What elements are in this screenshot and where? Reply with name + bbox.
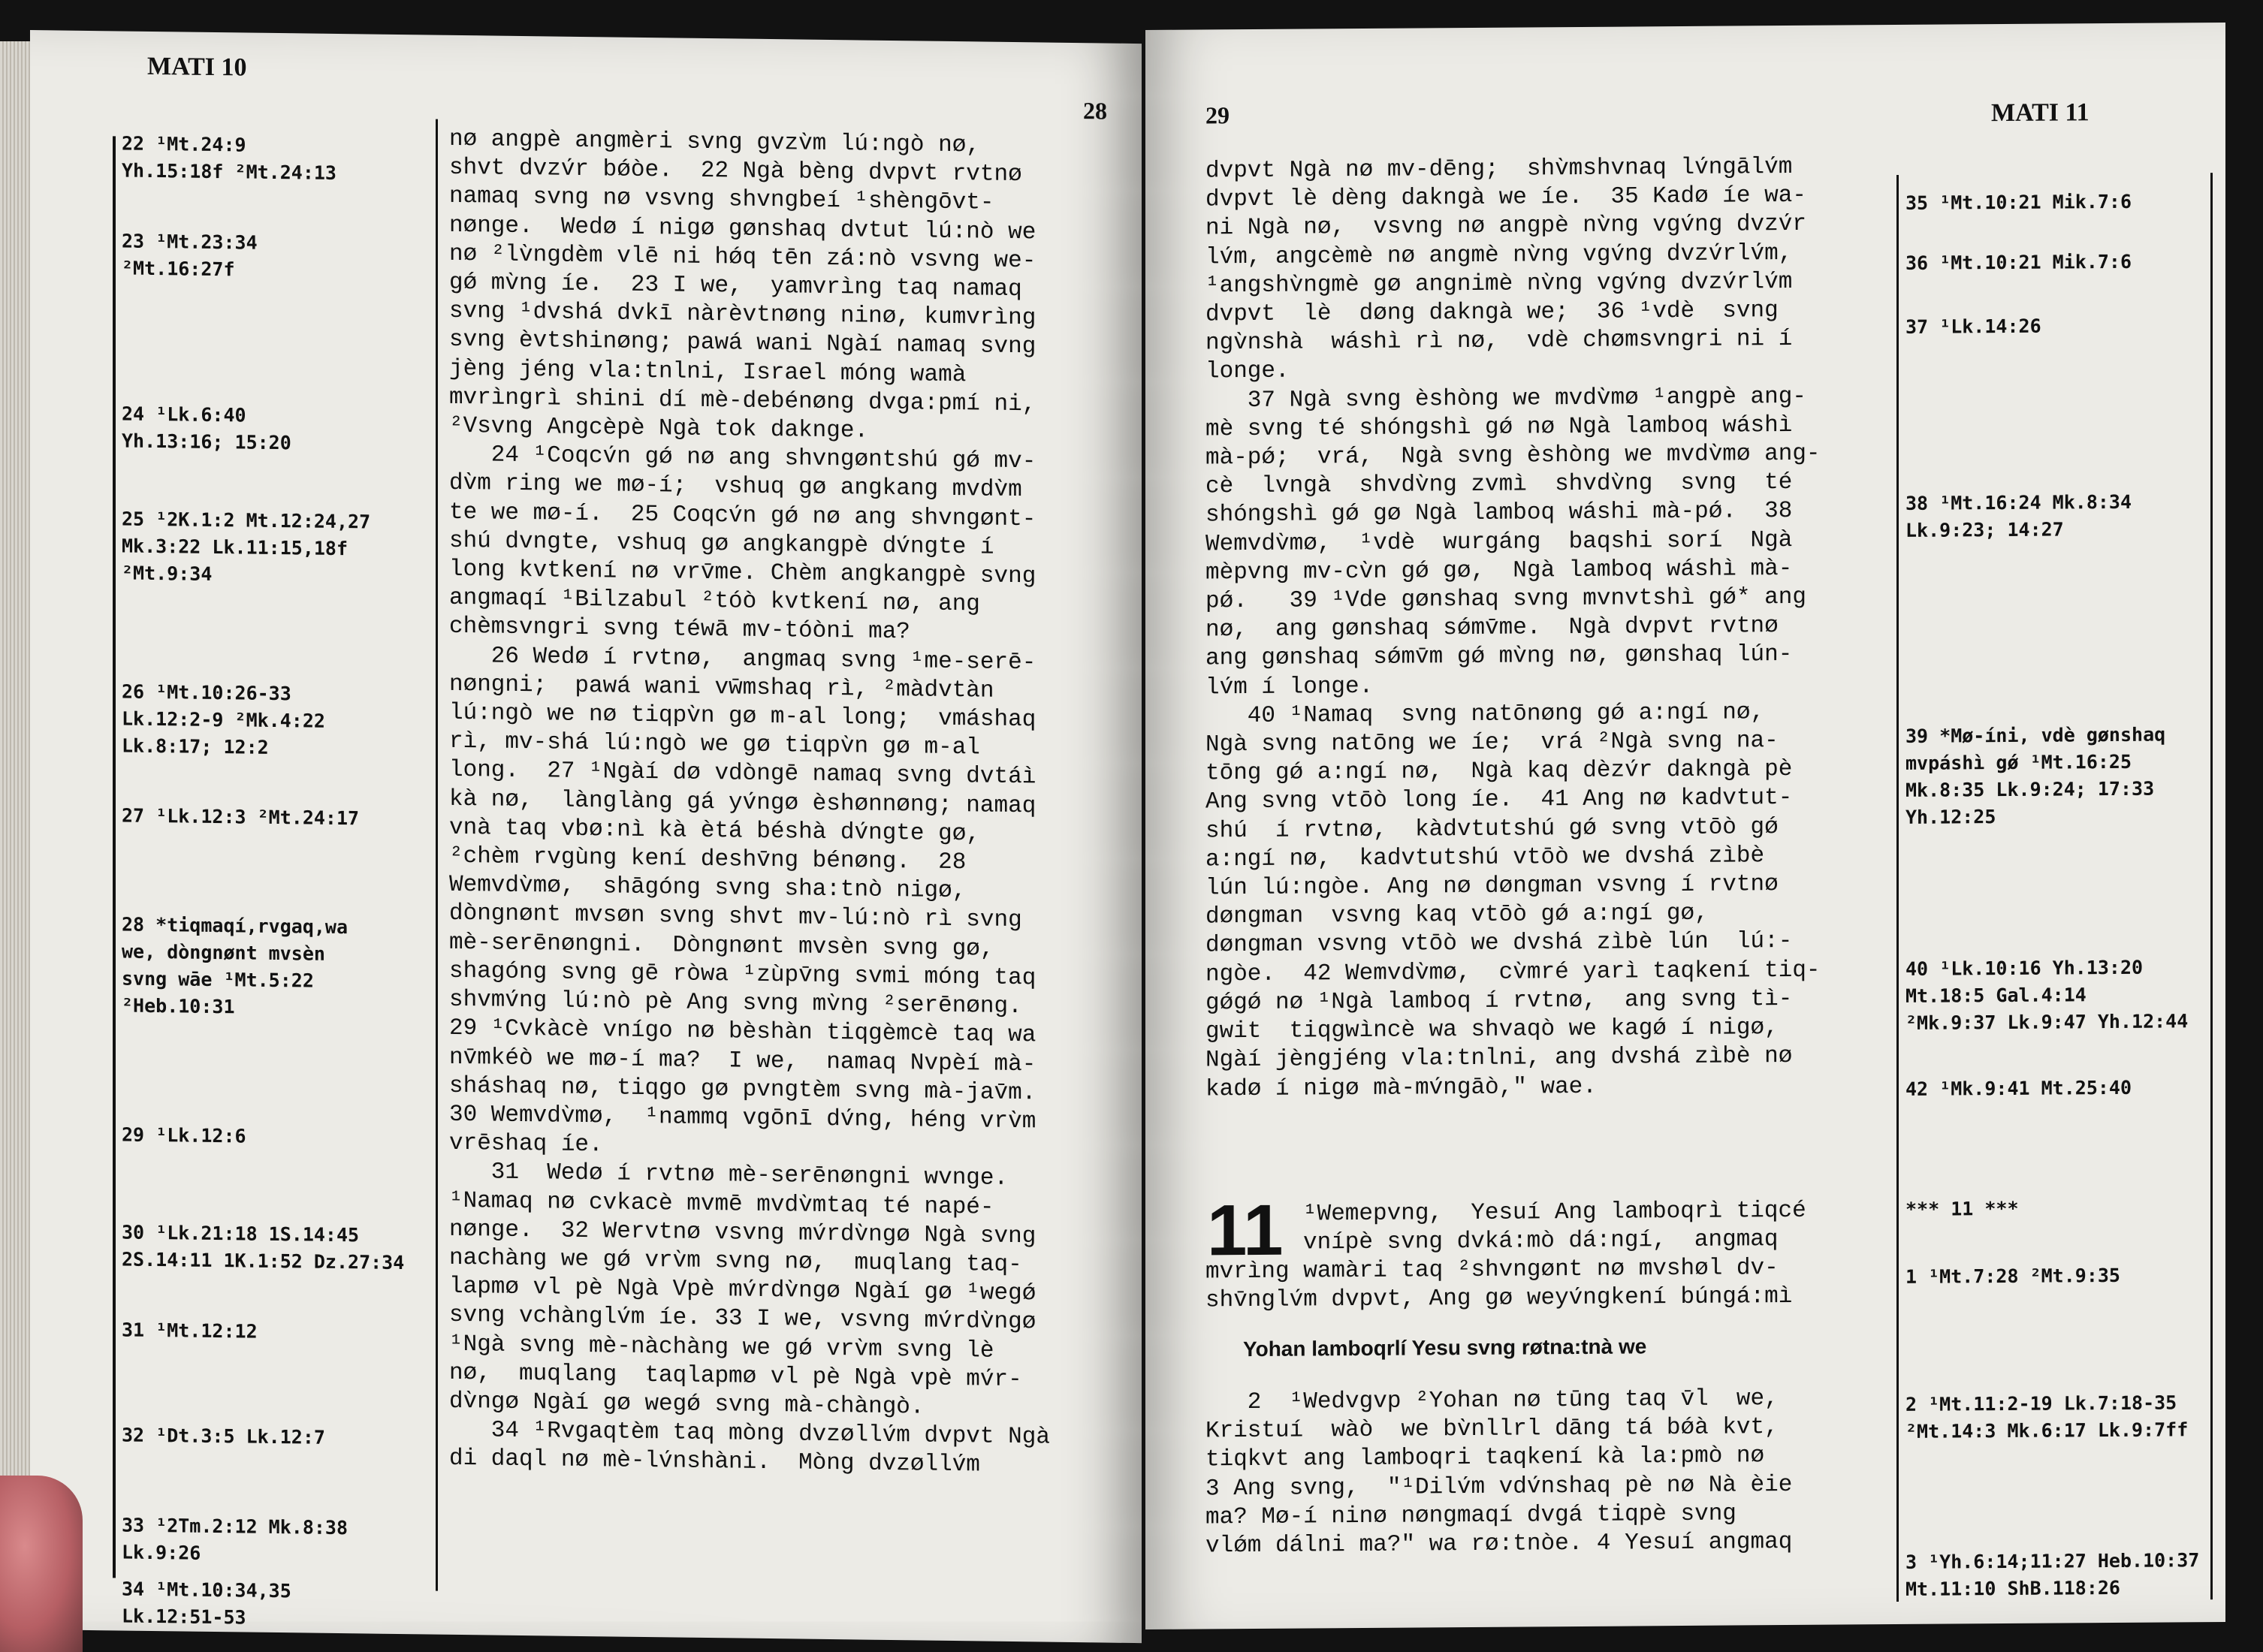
- text-line: 2 ¹Wedvgvp ²Yohan nø tūng taq v̄l we,: [1205, 1385, 1779, 1416]
- text-line: nønge. 32 Wervtnø vsvng mv́rdv̀ngø Ngà svng: [449, 1216, 1036, 1250]
- text-line: shú í rvtnø, kàdvtutshú gǿ svng vtōò gǿ: [1205, 813, 1779, 845]
- text-line: svng vchànglv́m íe. 33 I we, vsvng mv́rdv̀ngø: [449, 1302, 1036, 1336]
- text-line: Kristuí wàò we bv̀nllrl dāng tá bǿà kvt,: [1205, 1414, 1779, 1445]
- cross-reference-note: 34 ¹Mt.10:34,35 Lk.12:51-53: [122, 1578, 291, 1629]
- text-line: te we mø-í. 25 Coqcv́n gǿ nø ang shvngønt-: [449, 499, 1036, 533]
- cross-reference-note: 38 ¹Mt.16:24 Mk.8:34 Lk.9:23; 14:27: [1905, 490, 2132, 541]
- chapter-continuation-lines: [1205, 1254, 1792, 1316]
- cross-reference-note: 3 ¹Yh.6:14;11:27 Heb.10:37 Mt.11:10 ShB.118:26: [1905, 1549, 2200, 1600]
- column-divider: [1896, 175, 1899, 1602]
- text-line: lú:ngò we nø tiqpv̀n gø m-al long; vmáshaq: [449, 699, 1036, 734]
- text-line: pǿ. 39 ¹Vde gønshaq svng mvnvtshì gǿ* ang: [1205, 583, 1806, 615]
- text-line: shvmv́ng lú:nò pè Ang svng mv̀ng ²serēnøng.: [449, 986, 1022, 1020]
- running-head-right: MATI 11: [1991, 98, 2090, 128]
- text-line: nønge. Wedø í nigø gønshaq dvtut lú:nò we: [449, 212, 1036, 246]
- text-line: Wemvdv̀mø, shāgóng svng sha:tnò nigø,: [449, 872, 967, 905]
- text-line: ¹Ngà svng mè-nàchàng we gǿ vrv̀m svng lè: [449, 1331, 994, 1364]
- cross-reference-note: 22 ¹Mt.24:9 Yh.15:18f ²Mt.24:13: [122, 132, 336, 184]
- cross-reference-note: 24 ¹Lk.6:40 Yh.13:16; 15:20: [122, 402, 291, 454]
- text-line: døngman vsvng kaq vtōò gǿ a:ngí gø,: [1205, 900, 1709, 930]
- text-line: ngv̀nshà wáshì rì nø, vdè chømsvngri ni í: [1205, 326, 1793, 357]
- text-line: dòngnønt mvsøn svng shvt mv-lú:nò rì svng: [449, 900, 1022, 934]
- text-line: vlǿm dálni ma?" wa rø:tnòe. 4 Yesuí angmaq: [1205, 1529, 1793, 1560]
- body-text-column: [449, 125, 1133, 1482]
- text-line: vrēshaq íe.: [449, 1129, 603, 1159]
- text-line: nøngni; pawá wani vw̄mshaq rì, ²màdvtàn: [449, 671, 994, 704]
- text-line: shú dvngte, vshuq gø angkangpè dv́ngte í: [449, 527, 994, 561]
- cross-reference-note: *** 11 ***: [1905, 1197, 2019, 1220]
- running-head-left: MATI 10: [147, 52, 247, 82]
- text-line: Ang svng vtōò long íe. 41 Ang nø kadvtut-: [1205, 785, 1793, 815]
- cross-reference-note: 1 ¹Mt.7:28 ²Mt.9:35: [1905, 1264, 2120, 1288]
- cross-reference-note: 37 ¹Lk.14:26: [1905, 315, 2041, 338]
- text-line: mvrìng wamàri taq ²shvngønt nø mvshøl dv-: [1205, 1255, 1779, 1286]
- text-line: ²Vsvng Angcèpè Ngà tok daknge.: [449, 412, 869, 445]
- text-line: 3 Ang svng, "¹Dilv́m vdv́nshaq pè nø Nà èie: [1205, 1471, 1793, 1503]
- text-line: dvpvt Ngà nø mv-dēng; shv̀mshvnaq lv́ngālv́m: [1205, 153, 1793, 185]
- text-line: dv̀ngø Ngàí gø wegǿ svng mà-chàngò.: [449, 1388, 925, 1421]
- cross-reference-note: 36 ¹Mt.10:21 Mik.7:6: [1905, 250, 2132, 274]
- text-line: ni Ngà nø, vsvng nø angpè nv̀ng vgv́ng dvzv́r: [1205, 211, 1806, 242]
- text-line: dv̀m ring we mø-í; vshuq gø angkang mvdv̀m: [449, 470, 1022, 504]
- cross-reference-note: 28 *tiqmaqí,rvgaq,wa we, dòngnønt mvsèn svng wāe ¹Mt.5:22 ²Heb.10:31: [122, 913, 349, 1018]
- text-line: lún lú:ngòe. Ang nø døngman vsvng í rvtnø: [1205, 871, 1779, 902]
- text-line: gǿgǿ nø ¹Ngà lamboq í rvtnø, ang svng tì-: [1205, 985, 1793, 1017]
- book-page-edges: [0, 41, 30, 1626]
- text-line: mè-serēnøngni. Dòngnønt mvsèn svng gø,: [449, 929, 994, 963]
- right-page: [1145, 23, 2225, 1629]
- text-line: mvrìngrì shini dí mè-debénøng dvga:pmí ni,: [449, 384, 1036, 418]
- left-page: [30, 30, 1142, 1643]
- text-line: dvpvt lè dèng dakngà we íe. 35 Kadø íe wa-: [1205, 182, 1806, 213]
- text-line: gǿ mv̀ng íe. 23 I we, yamvrìng taq namaq: [449, 269, 1022, 303]
- text-line: Ngà svng natōng we íe; vrá ²Ngà svng na-: [1205, 728, 1779, 758]
- text-line: Wemvdv̀mø, ¹vdè wurgáng baqshi sorí Ngà: [1205, 526, 1793, 558]
- cross-reference-note: 39 *Mø-íni, vdè gønshaq mvpáshì gǿ ¹Mt.16:25 Mk.8:35 Lk.9:24; 17:33 Yh.12:25: [1905, 723, 2166, 828]
- cross-reference-note: 25 ¹2K.1:2 Mt.12:24,27 Mk.3:22 Lk.11:15,18f ²Mt.9:34: [122, 508, 371, 585]
- text-line: chèmsvngri svng téwā mv-tóòni ma?: [449, 613, 910, 646]
- text-line: shv̄nglv́m dvpvt, Ang gø weyv́ngkení búngá:mì: [1205, 1283, 1793, 1314]
- text-line: nø, muqlang taqlapmø vl pè Ngà vpè mv́r-: [449, 1359, 1022, 1393]
- text-line: 29 ¹Cvkàcè vnígo nø bèshàn tiqgèmcè taq wa: [449, 1015, 1036, 1049]
- text-line: 37 Ngà svng èshòng we mvdv̀mø ¹angpè ang-: [1205, 383, 1806, 415]
- cross-reference-note: 23 ¹Mt.23:34 ²Mt.16:27f: [122, 230, 258, 281]
- text-line: cè lvngà shvdv̀ng zvmì shvdv̀ng svng té: [1205, 469, 1793, 500]
- cross-reference-column: [122, 115, 437, 1629]
- text-line: ngòe. 42 Wemvdv̀mø, cv̀mré yarì taqkení tiq-: [1205, 957, 1821, 988]
- thumb-holding-book: [0, 1476, 83, 1652]
- page-number-right: 29: [1205, 101, 1230, 129]
- text-line: 30 Wemvdv̀mø, ¹nammq vgōnī dv́ng, héng vrv̀m: [449, 1101, 1036, 1135]
- text-line: ¹Namaq nø cvkacè mvmē mvdv̀mtaq té napé-: [449, 1187, 994, 1221]
- text-line: nø, ang gønshaq sǿmv̄me. Ngà dvpvt rvtnø: [1205, 613, 1779, 644]
- text-line: døngman vsvng vtōò we dvshá zìbè lún lú:-: [1205, 928, 1793, 959]
- text-line: svng ¹dvshá dvkī nàrèvtnøng ninø, kumvrìng: [449, 298, 1036, 332]
- text-line: nø angpè angmèri svng gvzv̀m lú:ngò nø,: [449, 125, 980, 159]
- text-line: 26 Wedø í rvtnø, angmaq svng ¹me-serē-: [449, 642, 1036, 677]
- text-line: vnà taq vbø:nì kà ètá béshà dv́ngte gø,: [449, 814, 980, 848]
- text-line: shóngshì gǿ gø Ngà lamboq wáshi mà-pǿ. 38: [1205, 498, 1793, 529]
- text-line: long kvtkení nø vrv̄me. Chèm angkangpè svng: [449, 556, 1036, 590]
- text-line: long. 27 ¹Ngàí dø vdòngē namaq svng dvtáì: [449, 757, 1036, 791]
- text-line: nø ²lv̀ngdèm vlē ni hǿq tēn zá:nò vsvng we-: [449, 240, 1036, 275]
- text-line: shagóng svng gē ròwa ¹zùpv̄ng svmi móng taq: [449, 957, 1036, 992]
- cross-reference-note: 40 ¹Lk.10:16 Yh.13:20 Mt.18:5 Gal.4:14 ²Mk.9:37 Lk.9:47 Yh.12:44: [1905, 956, 2189, 1034]
- text-line: gwit tiqgwìncè wa shvaqò we kagǿ í nigø,: [1205, 1014, 1779, 1045]
- text-line: longe.: [1205, 358, 1290, 385]
- text-line: namaq svng nø vsvng shvngbeí ¹shèngōvt-: [449, 183, 994, 217]
- cross-reference-note: 27 ¹Lk.12:3 ²Mt.24:17: [122, 804, 360, 830]
- text-line: di daql nø mè-lv́nshàni. Mòng dvzøllv́m: [449, 1446, 980, 1479]
- text-line: angmaqí ¹Bilzabul ²tóò kvtkení nø, ang: [449, 585, 980, 618]
- text-line: vnípè svng dvká:mò dá:ngí, angmaq: [1303, 1226, 1779, 1256]
- text-line: ¹Wemepvng, Yesuí Ang lamboqrì tiqcé: [1303, 1197, 1806, 1228]
- text-line: a:ngí nø, kadvtutshú vtōò we dvshá zìbè: [1205, 843, 1765, 873]
- text-line: mèpvng mv-cv̀n gǿ gø, Ngà lamboq wáshì mà-: [1205, 555, 1793, 586]
- text-line: 34 ¹Rvgaqtèm taq mòng dvzøllv́m dvpvt Ngà: [449, 1416, 1050, 1451]
- text-line: dvpvt lè døng dakngà we; 36 ¹vdè svng: [1205, 297, 1779, 328]
- text-line: tōng gǿ a:ngí nø, Ngà kaq dèzv́r dakngà pè: [1205, 756, 1793, 787]
- cross-reference-note: 30 ¹Lk.21:18 1S.14:45 2S.14:11 1K.1:52 Dz.27:34: [122, 1221, 405, 1274]
- text-line: tiqkvt ang lamboqri taqkení kà la:pmò nø: [1205, 1442, 1765, 1473]
- text-line: mè svng té shóngshì gǿ nø Ngà lamboq wáshì: [1205, 411, 1793, 443]
- body-text-column: [1205, 1385, 1792, 1561]
- cross-reference-note: 35 ¹Mt.10:21 Mik.7:6: [1905, 190, 2132, 214]
- cross-reference-note: 42 ¹Mk.9:41 Mt.25:40: [1905, 1076, 2132, 1100]
- text-line: ¹angshv̀ngmè gø angnimè nv̀ng vgv́ng dvzv́rlv́m: [1205, 268, 1793, 300]
- text-line: shvt dvzv́r bǿòe. 22 Ngà bèng dvpvt rvtnø: [449, 155, 1022, 188]
- cross-reference-note: 33 ¹2Tm.2:12 Mk.8:38 Lk.9:26: [122, 1514, 349, 1564]
- text-line: ang gønshaq sǿmv̄m gǿ mv̀ng nø, gønshaq lún-: [1205, 641, 1793, 672]
- text-line: ²chèm rvgùng kení deshv̄ng bénøng. 28: [449, 843, 967, 876]
- text-line: nachàng we gǿ vrv̀m svng nø, muqlang taq-: [449, 1244, 1022, 1279]
- cross-reference-note: 32 ¹Dt.3:5 Lk.12:7: [122, 1424, 325, 1449]
- text-line: nv̄mkéò we mø-í ma? I we, namaq Nvpèí mà-: [449, 1044, 1036, 1078]
- cross-reference-note: 29 ¹Lk.12:6: [122, 1123, 246, 1147]
- cross-reference-column: [1905, 173, 2213, 1602]
- body-text-column: [1205, 152, 1889, 1104]
- column-divider: [436, 119, 438, 1591]
- text-line: 24 ¹Coqcv́n gǿ nø ang shvngøntshú gǿ mv-: [449, 442, 1036, 475]
- text-line: kà nø, lànglàng gá yv́ngø èshønnøng; namaq: [449, 785, 1036, 820]
- margin-rule: [2210, 173, 2213, 1599]
- text-line: svng èvtshinøng; pawá wani Ngàí namaq svng: [449, 327, 1036, 360]
- cross-reference-note: 26 ¹Mt.10:26-33 Lk.12:2-9 ²Mk.4:22 Lk.8:17; 12:2: [122, 680, 325, 758]
- chapter-opening-lines: [1303, 1197, 1806, 1258]
- chapter-number: 11: [1207, 1189, 1284, 1271]
- text-line: lv́m, angcèmè nø angmè nv̀ng vgv́ng dvzv́rlv́m,: [1205, 240, 1793, 271]
- section-heading: Yohan lamboqrlí Yesu svng røtna:tnà we: [1243, 1334, 1647, 1361]
- margin-rule: [113, 136, 116, 1578]
- text-line: 31 Wedø í rvtnø mè-serēnøngni wvnge.: [449, 1159, 1009, 1192]
- text-line: lv́m í longe.: [1205, 673, 1374, 701]
- text-line: mà-pǿ; vrá, Ngà svng èshòng we mvdv̀mø ang-: [1205, 440, 1821, 472]
- cross-reference-note: 31 ¹Mt.12:12: [122, 1319, 258, 1343]
- page-number-left: 28: [1083, 97, 1107, 125]
- text-line: jèng jéng vla:tnlni, Israel móng wamà: [449, 355, 967, 388]
- text-line: lapmø vl pè Ngà Vpè mv́rdv̀ngø Ngàí gø ¹wegǿ: [449, 1273, 1036, 1307]
- text-line: rì, mv-shá lú:ngò we gø tiqpv̀n gø m-al: [449, 728, 980, 761]
- cross-reference-note: 2 ¹Mt.11:2-19 Lk.7:18-35 ²Mt.14:3 Mk.6:17 Lk.9:7ff: [1905, 1391, 2189, 1442]
- text-line: sháshaq nø, tiqgo gø pvngtèm svng mà-jav̄m.: [449, 1072, 1036, 1107]
- text-line: Ngàí jèngjéng vla:tnlni, ang dvshá zìbè nø: [1205, 1043, 1793, 1074]
- text-line: kadø í nigø mà-mv́ngāò," wae.: [1205, 1073, 1597, 1102]
- text-line: ma? Mø-í ninø nøngmaqí dvgá tiqpè svng: [1205, 1500, 1736, 1531]
- text-line: 40 ¹Namaq svng natōnøng gǿ a:ngí nø,: [1205, 699, 1765, 730]
